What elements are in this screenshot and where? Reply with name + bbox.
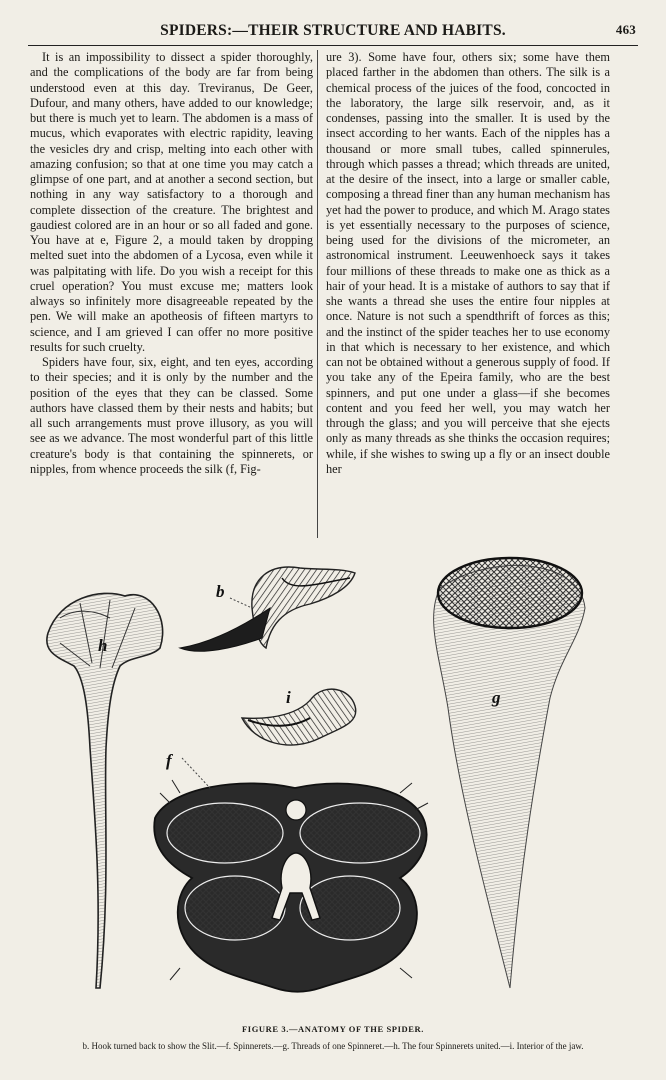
- header-rule: [28, 45, 638, 46]
- label-f: f: [166, 751, 172, 770]
- running-header: [30, 22, 636, 42]
- right-paragraph-1: ure 3). Some have four, others six; some have them placed farther in the abdomen than others. The silk is a chemical process of the juices of the food, concocted in the laboratory, the large silk reservoir, and, as it condenses, passing into the smaller. It is used by the insect according to her wants. Each of the nipples has a thousand or more small tubes, called spinnerules, through which passes a thread; which threads are united, at the desire of the insect, into a large or smaller cable, composing a thread finer than any human mechanism has yet had the power to produce, and which M. Arago states is yet essentially necessary to the purposes of science, being used for the divisions of the micrometer, an astronomical instrument. Leeuwenhoeck says it takes four millions of these threads to make one as thick as a hair of your head. It is a mistake of authors to say that if she wants a thread she uses the entire four nipples at once. Nature is not such a spendthrift of forces as this; and the instinct of the spider teaches her to use economy in that which is necessary to her existence, and which can not be obtained without a generous supply of food. If you take any of the Epeira family, who are the best spinners, and put one under a glass—if she becomes content and you feed her well, you may watch her through the glass; and you will perceive that she ejects only as many threads as she thinks the occasion requires; while, if she wishes to swing up a fly or an insect double her: [326, 50, 610, 476]
- running-title: SPIDERS:—THEIR STRUCTURE AND HABITS.: [160, 22, 506, 39]
- figure-title: FIGURE 3.—ANATOMY OF THE SPIDER.: [242, 1024, 424, 1034]
- spinneret-threads-drawing: [434, 558, 585, 988]
- page-number: 463: [615, 22, 636, 37]
- column-rule: [317, 50, 318, 538]
- label-b: b: [216, 582, 225, 601]
- label-i: i: [286, 688, 291, 707]
- left-paragraph-1: It is an impossibility to dissect a spider thoroughly, and the complications of the body are far from being understood even at this day. Treviranus, De Geer, Dufour, and many others, have added to our knowledge; but there is much yet to learn. The abdomen is a mass of mucus, which evaporates with electric rapidity, leaving the vesicles dry and crisp, melting into each other with amazing confusion; so that at one time you may catch a glimpse of one part, and at another a second section, but nothing in any way satisfactory to a thorough and complete dissection of the creature. The brightest and gaudiest colored are in an hour or so all faded and gone. You have at e, Figure 2, a mould taken by dropping melted suet into the abdomen of a Lycosa, even while it was palpitating with life. Do you wish a receipt for this cruel operation? You must excuse me; matters look always so infinitely more disagreeable repeated by the pen. We will make an apotheosis of fifteen martyrs to science, and I am grieved I can offer no more positive results for such cruelty.: [30, 50, 313, 354]
- leader-line-f: [182, 758, 210, 788]
- figure-caption: b. Hook turned back to show the Slit.—f. Spinnerets.—g. Threads of one Spinneret.—h. The four Spinnerets united.—i. Interior of the jaw.: [82, 1041, 584, 1051]
- spinnerets-drawing: [154, 780, 428, 992]
- label-g: g: [492, 688, 501, 707]
- anatomy-figure: [20, 548, 646, 1018]
- left-paragraph-2: Spiders have four, six, eight, and ten eyes, according to their species; and it is only by the number and the position of the eyes that they can be classed. Some authors have classed them by their nests and habits; but all such arrangements must prove illusory, as you will see as we advance. The most wonderful part of this little creature's body is that containing the spinnerets, or nipples, from whence proceeds the silk (f, Fig-: [30, 355, 313, 476]
- label-h: h: [98, 636, 108, 655]
- anatomy-illustration: [20, 548, 646, 1018]
- leader-line-b: [230, 598, 252, 608]
- hook-drawing: [180, 567, 355, 651]
- left-column: [30, 50, 313, 542]
- jaw-interior-drawing: [242, 689, 356, 745]
- right-column: [326, 50, 610, 542]
